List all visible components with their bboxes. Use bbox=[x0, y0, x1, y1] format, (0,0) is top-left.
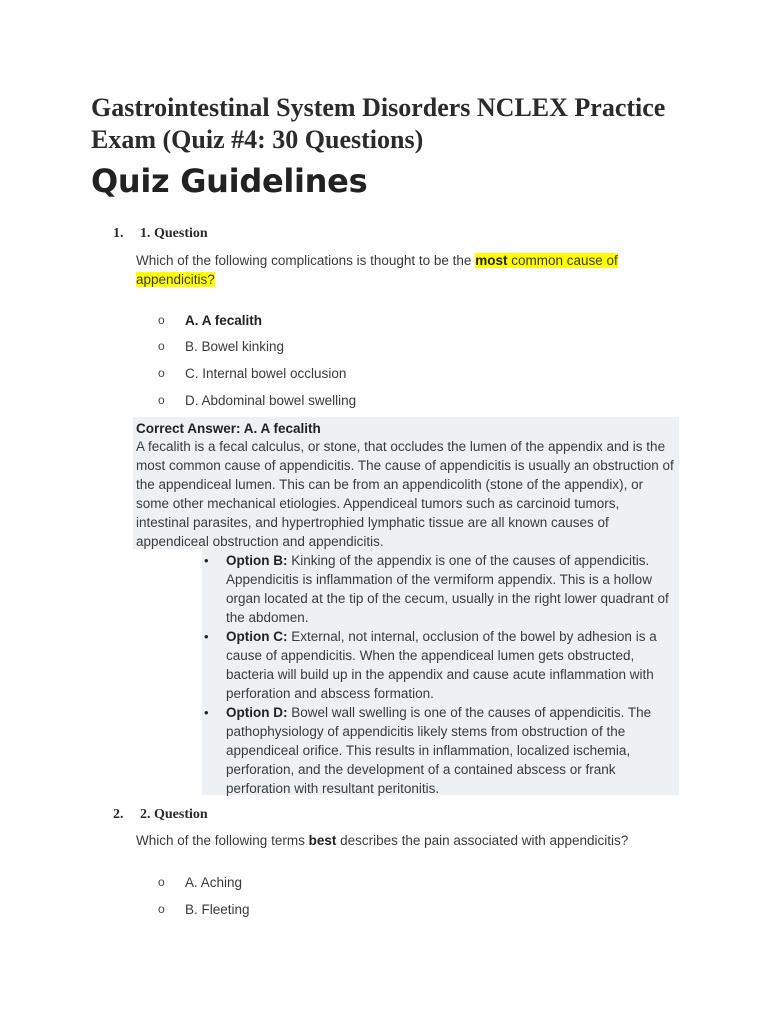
rationale-text: Bowel wall swelling is one of the causes of appendicitis. The pathophysiology of appendicitis likely stems from obstruction of the appendiceal orifice. This results in inflammation, localized ischemia, perforation, and the development of a contained abscess or frank perforation with resultant peritonitis. bbox=[226, 705, 652, 796]
option-bullet: o bbox=[158, 902, 165, 916]
question-heading: 1. Question bbox=[140, 226, 208, 241]
question-prompt bbox=[136, 251, 676, 289]
bullet-icon: • bbox=[204, 629, 209, 644]
rationale-item bbox=[202, 551, 674, 627]
rationale-option: Option B: bbox=[226, 553, 288, 568]
question-prompt bbox=[136, 831, 676, 850]
option-label: D. Abdominal bowel swelling bbox=[185, 393, 357, 408]
question-list-number: 1. bbox=[113, 226, 124, 241]
option-label: C. Internal bowel occlusion bbox=[185, 366, 347, 381]
answer-explanation: A fecalith is a fecal calculus, or stone, that occludes the lumen of the appendix and is the most common cause of appendicitis. The cause of appendicitis is usually an obstruction of the appendiceal lumen. This can be from an appendicolith (stone of the appendix), or some other mechanical etiologies. Appendiceal tumors such as carcinoid tumors, intestinal parasites, and hypertrophied lymphatic tissue are all known causes of appendiceal obstruction and appendicitis. bbox=[136, 439, 674, 549]
correct-answer: Correct Answer: A. A fecalith bbox=[136, 421, 321, 436]
bullet-icon: • bbox=[204, 553, 209, 568]
option-label: A. Aching bbox=[185, 875, 243, 890]
rationale-list bbox=[202, 551, 674, 798]
section-title: Quiz Guidelines bbox=[91, 162, 368, 200]
prompt-text-highlighted: common cause of appendicitis? bbox=[136, 253, 618, 287]
prompt-text: Which of the following complications is thought to be the bbox=[136, 253, 476, 268]
rationale-text: Kinking of the appendix is one of the causes of appendicitis. Appendicitis is inflammation of the vermiform appendix. This is a hollow organ located at the tip of the cecum, usually in the right lower quadrant of the abdomen. bbox=[226, 553, 669, 625]
prompt-emphasis: best bbox=[308, 833, 337, 848]
option-label: A. A fecalith bbox=[185, 313, 263, 328]
option-bullet: o bbox=[158, 313, 165, 327]
rationale-option: Option C: bbox=[226, 629, 288, 644]
option-label: B. Fleeting bbox=[185, 902, 250, 917]
question-heading: 2. Question bbox=[140, 807, 208, 822]
rationale-item bbox=[202, 703, 674, 798]
prompt-text: describes the pain associated with appendicitis? bbox=[336, 833, 629, 848]
rationale-item bbox=[202, 627, 674, 703]
option-bullet: o bbox=[158, 339, 165, 353]
prompt-emphasis: most bbox=[475, 253, 508, 268]
document-title: Gastrointestinal System Disorders NCLEX Practice Exam (Quiz #4: 30 Questions) bbox=[91, 93, 666, 154]
prompt-text: Which of the following terms bbox=[136, 833, 309, 848]
rationale-text: External, not internal, occlusion of the bowel by adhesion is a cause of appendicitis. When the appendiceal lumen gets obstructed, bacteria will build up in the appendix and cause acute inflammation with perforation and abscess formation. bbox=[226, 629, 657, 701]
option-bullet: o bbox=[158, 366, 165, 380]
bullet-icon: • bbox=[204, 705, 209, 720]
rationale-option: Option D: bbox=[226, 705, 288, 720]
question-list-number: 2. bbox=[113, 807, 124, 822]
option-bullet: o bbox=[158, 393, 165, 407]
option-label: B. Bowel kinking bbox=[185, 339, 285, 354]
option-bullet: o bbox=[158, 875, 165, 889]
